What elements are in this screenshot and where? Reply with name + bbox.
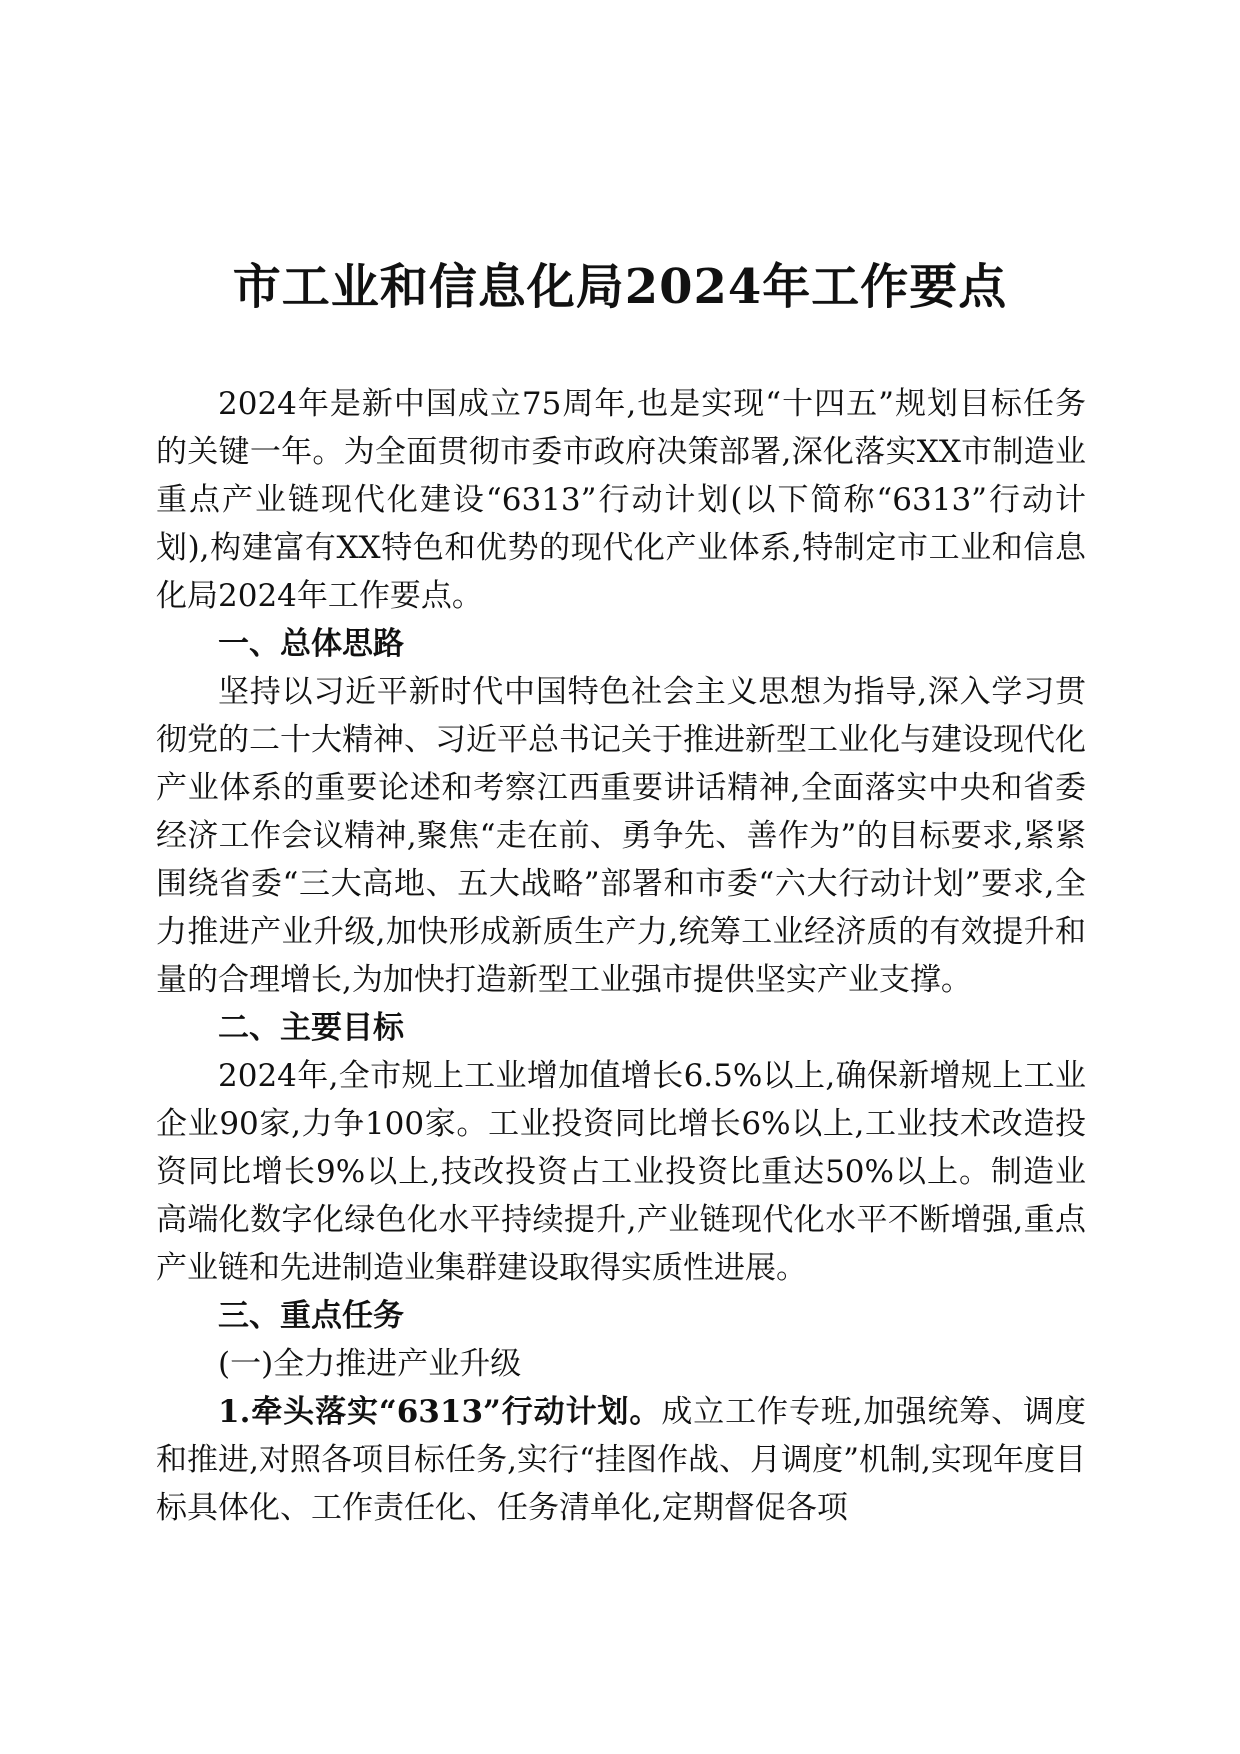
section-heading-overall-approach: 一、总体思路 (218, 626, 404, 662)
task-item-1-lead: 1.牵头落实“6313”行动计划。 (218, 1394, 662, 1430)
document-body (156, 380, 1086, 1532)
task-item-1 (156, 1388, 1086, 1532)
section-paragraph-main-goals: 2024年,全市规上工业增加值增长6.5%以上,确保新增规上工业企业90家,力争100家。工业投资同比增长6%以上,工业技术改造投资同比增长9%以上,技改投资占工业投资比重达50%以上。制造业高端化数字化绿色化水平持续提升,产业链现代化水平不断增强,重点产业链和先进制造业集群建设取得实质性进展。 (156, 1058, 1086, 1286)
section-paragraph-overall-approach: 坚持以习近平新时代中国特色社会主义思想为指导,深入学习贯彻党的二十大精神、习近平总书记关于推进新型工业化与建设现代化产业体系的重要论述和考察江西重要讲话精神,全面落实中央和省委经济工作会议精神,聚焦“走在前、勇争先、善作为”的目标要求,紧紧围绕省委“三大高地、五大战略”部署和市委“六大行动计划”要求,全力推进产业升级,加快形成新质生产力,统筹工业经济质的有效提升和量的合理增长,为加快打造新型工业强市提供坚实产业支撑。 (156, 674, 1086, 998)
intro-paragraph: 2024年是新中国成立75周年,也是实现“十四五”规划目标任务的关键一年。为全面贯彻市委市政府决策部署,深化落实XX市制造业重点产业链现代化建设“6313”行动计划(以下简称“6313”行动计划),构建富有XX特色和优势的现代化产业体系,特制定市工业和信息化局2024年工作要点。 (156, 386, 1086, 614)
document-title: 市工业和信息化局2024年工作要点 (232, 259, 1008, 315)
section-heading-key-tasks: 三、重点任务 (218, 1298, 404, 1334)
task-item-1-text: 成立工作专班,加强统筹、调度和推进,对照各项目标任务,实行“挂图作战、月调度”机制,实现年度目标具体化、工作责任化、任务清单化,定期督促各项 (156, 1394, 1086, 1526)
subsection-heading-industrial-upgrade: (一)全力推进产业升级 (218, 1346, 522, 1382)
section-heading-main-goals: 二、主要目标 (218, 1010, 404, 1046)
